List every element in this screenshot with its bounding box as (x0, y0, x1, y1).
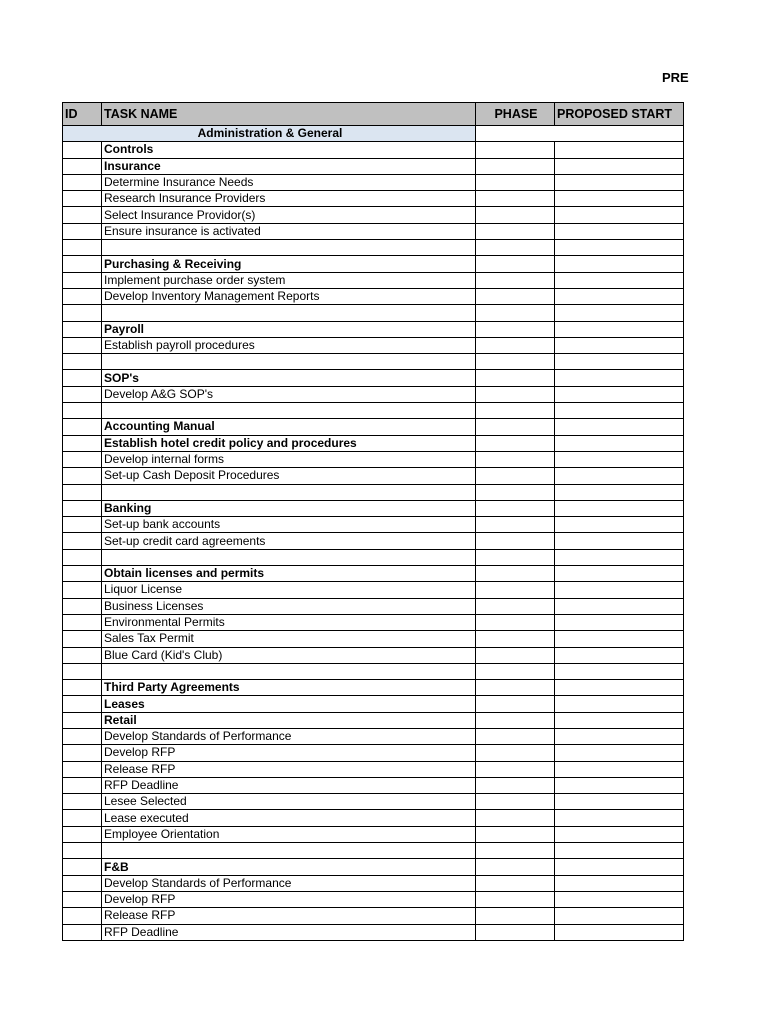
task-cell: Ensure insurance is activated (102, 223, 476, 239)
start-cell (555, 517, 684, 533)
id-cell (63, 305, 102, 321)
task-cell: Employee Orientation (102, 826, 476, 842)
start-cell (555, 191, 684, 207)
start-cell (555, 891, 684, 907)
table-row (63, 500, 684, 516)
table-row (63, 566, 684, 582)
phase-cell (476, 696, 555, 712)
task-cell (102, 403, 476, 419)
start-cell (555, 631, 684, 647)
task-cell (102, 240, 476, 256)
phase-cell (476, 451, 555, 467)
task-cell: Liquor License (102, 582, 476, 598)
id-cell (63, 875, 102, 891)
start-cell (555, 272, 684, 288)
table-row (63, 517, 684, 533)
table-row (63, 712, 684, 728)
phase-cell (476, 256, 555, 272)
header-task-name: TASK NAME (102, 103, 476, 126)
task-cell: Develop Standards of Performance (102, 728, 476, 744)
phase-cell (476, 680, 555, 696)
phase-cell (476, 174, 555, 190)
start-cell (555, 354, 684, 370)
id-cell (63, 403, 102, 419)
table-row (63, 484, 684, 500)
start-cell (555, 468, 684, 484)
id-cell (63, 386, 102, 402)
phase-cell (476, 272, 555, 288)
start-cell (555, 240, 684, 256)
id-cell (63, 468, 102, 484)
start-cell (555, 728, 684, 744)
task-cell: Select Insurance Providor(s) (102, 207, 476, 223)
table-row (63, 370, 684, 386)
phase-cell (476, 223, 555, 239)
id-cell (63, 598, 102, 614)
id-cell (63, 337, 102, 353)
start-cell (555, 614, 684, 630)
start-cell (555, 533, 684, 549)
start-cell (555, 207, 684, 223)
table-row (63, 810, 684, 826)
start-cell (555, 924, 684, 940)
start-cell (555, 826, 684, 842)
table-row (63, 549, 684, 565)
start-cell (555, 321, 684, 337)
task-cell: Lesee Selected (102, 794, 476, 810)
table-row (63, 728, 684, 744)
id-cell (63, 696, 102, 712)
task-cell (102, 843, 476, 859)
task-cell: Insurance (102, 158, 476, 174)
phase-cell (476, 843, 555, 859)
start-cell (555, 451, 684, 467)
task-cell: Develop Standards of Performance (102, 875, 476, 891)
phase-cell (476, 191, 555, 207)
id-cell (63, 712, 102, 728)
task-cell: Sales Tax Permit (102, 631, 476, 647)
section-title: Administration & General (63, 126, 476, 142)
header-proposed-start: PROPOSED START (555, 103, 684, 126)
task-cell (102, 305, 476, 321)
id-cell (63, 272, 102, 288)
phase-cell (476, 549, 555, 565)
start-cell (555, 680, 684, 696)
task-cell: Payroll (102, 321, 476, 337)
id-cell (63, 517, 102, 533)
start-cell (555, 777, 684, 793)
phase-cell (476, 288, 555, 304)
task-cell: Third Party Agreements (102, 680, 476, 696)
id-cell (63, 680, 102, 696)
id-cell (63, 631, 102, 647)
id-cell (63, 288, 102, 304)
task-cell: Develop Inventory Management Reports (102, 288, 476, 304)
task-cell: Controls (102, 142, 476, 158)
phase-cell (476, 875, 555, 891)
start-cell (555, 843, 684, 859)
table-row (63, 354, 684, 370)
start-cell (555, 142, 684, 158)
id-cell (63, 142, 102, 158)
task-cell: SOP's (102, 370, 476, 386)
phase-cell (476, 435, 555, 451)
table-row (63, 745, 684, 761)
phase-cell (476, 712, 555, 728)
phase-cell (476, 891, 555, 907)
table-row (63, 305, 684, 321)
id-cell (63, 745, 102, 761)
phase-cell (476, 647, 555, 663)
id-cell (63, 566, 102, 582)
id-cell (63, 370, 102, 386)
task-cell: Purchasing & Receiving (102, 256, 476, 272)
phase-cell (476, 354, 555, 370)
header-row (63, 103, 684, 126)
start-cell (555, 696, 684, 712)
id-cell (63, 174, 102, 190)
table-row (63, 142, 684, 158)
task-cell: Banking (102, 500, 476, 516)
table-row (63, 875, 684, 891)
phase-cell (476, 533, 555, 549)
start-cell (555, 403, 684, 419)
task-cell (102, 663, 476, 679)
phase-cell (476, 826, 555, 842)
start-cell (555, 598, 684, 614)
id-cell (63, 810, 102, 826)
task-cell (102, 484, 476, 500)
id-cell (63, 256, 102, 272)
phase-cell (476, 403, 555, 419)
start-cell (555, 712, 684, 728)
phase-cell (476, 908, 555, 924)
id-cell (63, 500, 102, 516)
start-cell (555, 500, 684, 516)
task-cell: Develop RFP (102, 891, 476, 907)
start-cell (555, 370, 684, 386)
table-row (63, 533, 684, 549)
task-cell: Blue Card (Kid's Club) (102, 647, 476, 663)
task-table (62, 102, 684, 941)
phase-cell (476, 207, 555, 223)
table-row (63, 826, 684, 842)
id-cell (63, 435, 102, 451)
phase-cell (476, 859, 555, 875)
phase-cell (476, 924, 555, 940)
id-cell (63, 826, 102, 842)
table-row (63, 435, 684, 451)
task-cell: F&B (102, 859, 476, 875)
id-cell (63, 223, 102, 239)
table-row (63, 908, 684, 924)
table-row (63, 647, 684, 663)
task-cell: Implement purchase order system (102, 272, 476, 288)
phase-cell (476, 500, 555, 516)
start-cell (555, 386, 684, 402)
table-row (63, 386, 684, 402)
phase-cell (476, 582, 555, 598)
id-cell (63, 647, 102, 663)
phase-cell (476, 810, 555, 826)
phase-cell (476, 745, 555, 761)
phase-cell (476, 419, 555, 435)
id-cell (63, 549, 102, 565)
start-cell (555, 256, 684, 272)
start-cell (555, 305, 684, 321)
id-cell (63, 891, 102, 907)
phase-cell (476, 321, 555, 337)
phase-cell (476, 598, 555, 614)
id-cell (63, 794, 102, 810)
table-row (63, 337, 684, 353)
start-cell (555, 908, 684, 924)
task-cell: Environmental Permits (102, 614, 476, 630)
id-cell (63, 419, 102, 435)
table-row (63, 191, 684, 207)
phase-cell (476, 305, 555, 321)
task-cell (102, 354, 476, 370)
start-cell (555, 859, 684, 875)
table-row (63, 777, 684, 793)
phase-cell (476, 517, 555, 533)
table-row (63, 614, 684, 630)
start-cell (555, 223, 684, 239)
task-cell: Release RFP (102, 908, 476, 924)
start-cell (555, 810, 684, 826)
phase-cell (476, 370, 555, 386)
table-row (63, 680, 684, 696)
task-cell: Develop RFP (102, 745, 476, 761)
id-cell (63, 533, 102, 549)
table-row (63, 223, 684, 239)
table-row (63, 207, 684, 223)
table-row (63, 663, 684, 679)
id-cell (63, 191, 102, 207)
start-cell (555, 794, 684, 810)
table-row (63, 761, 684, 777)
task-cell: Set-up bank accounts (102, 517, 476, 533)
phase-cell (476, 386, 555, 402)
start-cell (555, 663, 684, 679)
phase-cell (476, 728, 555, 744)
id-cell (63, 451, 102, 467)
task-cell: Develop A&G SOP's (102, 386, 476, 402)
task-cell: Business Licenses (102, 598, 476, 614)
header-id: ID (63, 103, 102, 126)
phase-cell (476, 761, 555, 777)
table-row (63, 419, 684, 435)
start-cell (555, 566, 684, 582)
phase-cell (476, 158, 555, 174)
phase-cell (476, 468, 555, 484)
phase-cell (476, 240, 555, 256)
task-cell: Lease executed (102, 810, 476, 826)
section-blank (476, 126, 684, 142)
table-row (63, 256, 684, 272)
table-row (63, 321, 684, 337)
table-row (63, 451, 684, 467)
id-cell (63, 321, 102, 337)
task-cell: RFP Deadline (102, 777, 476, 793)
phase-cell (476, 631, 555, 647)
start-cell (555, 288, 684, 304)
id-cell (63, 484, 102, 500)
start-cell (555, 875, 684, 891)
start-cell (555, 647, 684, 663)
start-cell (555, 435, 684, 451)
task-cell: RFP Deadline (102, 924, 476, 940)
id-cell (63, 582, 102, 598)
task-cell: Establish hotel credit policy and procedures (102, 435, 476, 451)
task-cell: Accounting Manual (102, 419, 476, 435)
phase-cell (476, 614, 555, 630)
task-cell: Develop internal forms (102, 451, 476, 467)
phase-cell (476, 484, 555, 500)
phase-cell (476, 663, 555, 679)
start-cell (555, 419, 684, 435)
id-cell (63, 240, 102, 256)
task-cell: Set-up credit card agreements (102, 533, 476, 549)
task-cell (102, 549, 476, 565)
id-cell (63, 761, 102, 777)
table-row (63, 174, 684, 190)
phase-cell (476, 337, 555, 353)
task-cell: Obtain licenses and permits (102, 566, 476, 582)
table-row (63, 403, 684, 419)
id-cell (63, 663, 102, 679)
id-cell (63, 924, 102, 940)
id-cell (63, 207, 102, 223)
header-phase: PHASE (476, 103, 555, 126)
table-row (63, 240, 684, 256)
phase-cell (476, 777, 555, 793)
table-row (63, 891, 684, 907)
start-cell (555, 158, 684, 174)
task-cell: Release RFP (102, 761, 476, 777)
task-cell: Leases (102, 696, 476, 712)
task-cell: Establish payroll procedures (102, 337, 476, 353)
id-cell (63, 777, 102, 793)
start-cell (555, 174, 684, 190)
phase-cell (476, 794, 555, 810)
start-cell (555, 745, 684, 761)
table-row (63, 288, 684, 304)
section-row (63, 126, 684, 142)
id-cell (63, 728, 102, 744)
document-title: PRE (662, 70, 689, 85)
start-cell (555, 337, 684, 353)
task-cell: Determine Insurance Needs (102, 174, 476, 190)
start-cell (555, 549, 684, 565)
table-row (63, 843, 684, 859)
id-cell (63, 843, 102, 859)
table-row (63, 158, 684, 174)
phase-cell (476, 566, 555, 582)
table-row (63, 859, 684, 875)
table-row (63, 696, 684, 712)
table-row (63, 272, 684, 288)
phase-cell (476, 142, 555, 158)
start-cell (555, 582, 684, 598)
id-cell (63, 614, 102, 630)
table-row (63, 598, 684, 614)
task-cell: Retail (102, 712, 476, 728)
id-cell (63, 354, 102, 370)
table-row (63, 631, 684, 647)
start-cell (555, 761, 684, 777)
id-cell (63, 908, 102, 924)
table-row (63, 582, 684, 598)
id-cell (63, 859, 102, 875)
start-cell (555, 484, 684, 500)
id-cell (63, 158, 102, 174)
task-cell: Set-up Cash Deposit Procedures (102, 468, 476, 484)
task-cell: Research Insurance Providers (102, 191, 476, 207)
table-row (63, 794, 684, 810)
table-row (63, 468, 684, 484)
table-row (63, 924, 684, 940)
